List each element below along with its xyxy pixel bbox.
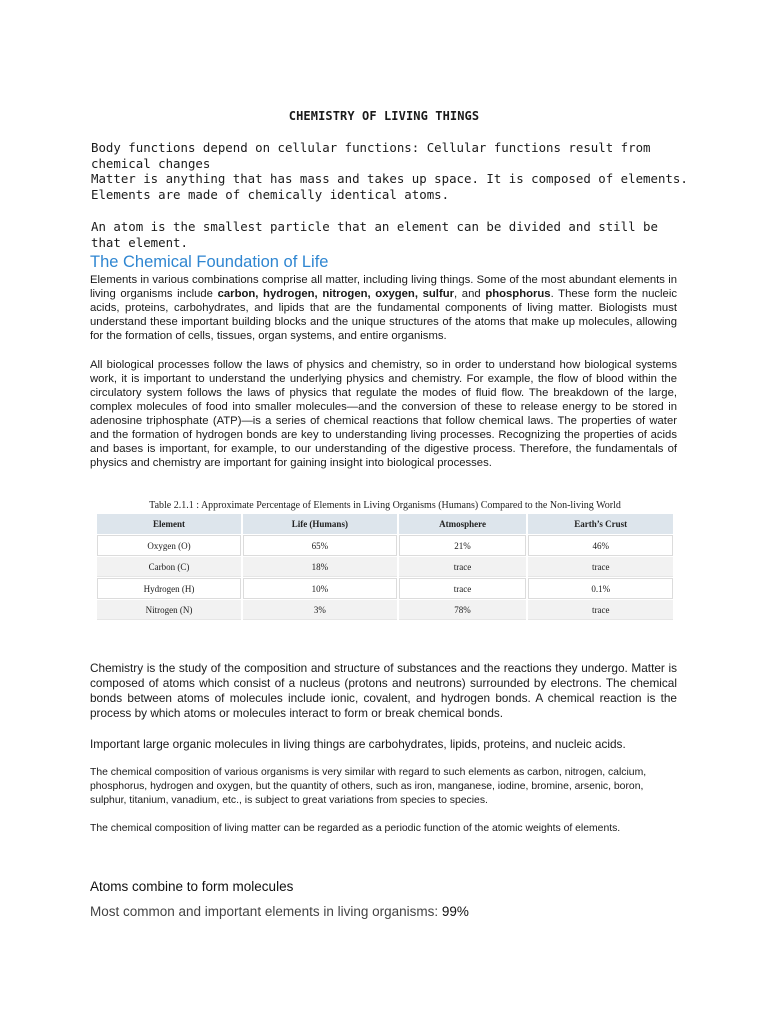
table-row [97, 535, 673, 556]
atmosphere-cell: 21% [399, 535, 527, 556]
atmosphere-cell: trace [399, 557, 527, 577]
header-life: Life (Humans) [243, 514, 397, 534]
life-cell: 3% [243, 600, 397, 620]
crust-cell: 46% [528, 535, 673, 556]
common-elements-value: 99% [441, 904, 469, 919]
crust-cell: 0.1% [528, 578, 673, 599]
crust-cell: trace [528, 600, 673, 620]
atmosphere-cell: 78% [399, 600, 527, 620]
table-header-row [97, 514, 673, 534]
header-atmosphere: Atmosphere [399, 514, 527, 534]
atoms-heading: Atoms combine to form molecules [90, 879, 294, 894]
common-elements-line [90, 904, 469, 919]
periodic-paragraph: The chemical composition of living matter can be regarded as a periodic function of the atomic weights of elements. [90, 823, 621, 834]
elements-table [95, 513, 675, 621]
table-row [97, 578, 673, 599]
chemistry-paragraph: Chemistry is the study of the composition and structure of substances and the reactions they undergo. Matter is composed of atoms which consist of a nucleus (protons and neutrons) surrounded by electrons. The chemical bonds between atoms of molecules include ionic, covalent, and hydrogen bonds. A chemical reaction is the process by which atoms or molecules interact to form or break chemical bonds. [90, 661, 677, 720]
atmosphere-cell: trace [399, 578, 527, 599]
table-row [97, 557, 673, 577]
crust-cell: trace [528, 557, 673, 577]
common-elements-text: Most common and important elements in living organisms: [90, 904, 442, 919]
table-caption: Table 2.1.1 : Approximate Percentage of Elements in Living Organisms (Humans) Compared to the Non-living World [149, 500, 621, 511]
table-row [97, 600, 673, 620]
elements-paragraph [90, 273, 677, 343]
element-cell: Nitrogen (N) [97, 600, 241, 620]
document-title: CHEMISTRY OF LIVING THINGS [288, 109, 480, 123]
elements-bold-phosphorus: phosphorus [485, 288, 551, 300]
important-molecules-paragraph: Important large organic molecules in living things are carbohydrates, lipids, proteins, and nucleic acids. [90, 737, 626, 751]
life-cell: 65% [243, 535, 397, 556]
life-cell: 10% [243, 578, 397, 599]
elements-text-2: , and [454, 288, 486, 300]
element-cell: Carbon (C) [97, 557, 241, 577]
atom-paragraph: An atom is the smallest particle that an element can be divided and still be that element. [91, 219, 658, 250]
matter-paragraph: Matter is anything that has mass and takes up space. It is composed of elements. Elements are made of chemically identical atoms. [91, 171, 688, 202]
section-heading: The Chemical Foundation of Life [90, 253, 329, 271]
elements-text-1: Elements in various combinations comprise all matter, including living things. Some of the most abundant elements in living organisms include [90, 274, 677, 300]
processes-paragraph: All biological processes follow the laws of physics and chemistry, so in order to understand how biological systems work, it is important to understand the underlying physics and chemistry. For example, the flow of blood within the circulatory system follows the laws of physics that regulate the modes of fluid flow. The breakdown of the large, complex molecules of food into smaller molecules—and the conversion of these to release energy to be stored in adenosine triphosphate (ATP)—is a series of chemical reactions that follow chemical laws. The properties of water and the formation of hydrogen bonds are key to understanding living processes. Recognizing the properties of acids and bases is important, for example, to our understanding of the digestive process. Therefore, the fundamentals of physics and chemistry are important for gaining insight into biological processes. [90, 359, 677, 469]
header-crust: Earth’s Crust [528, 514, 673, 534]
elements-bold-list: carbon, hydrogen, nitrogen, oxygen, sulfur [217, 288, 455, 300]
composition-paragraph: The chemical composition of various organisms is very similar with regard to such elements as carbon, nitrogen, calcium, phosphorus, hydrogen and oxygen, but the quantity of others, such as iron, manganese, iodine, bromine, arsenic, boron, sulphur, titanium, vanadium, etc., is subject to great variations from species to species. [90, 767, 647, 806]
element-cell: Hydrogen (H) [97, 578, 241, 599]
body-functions-paragraph: Body functions depend on cellular functions: Cellular functions result from chemical changes [91, 140, 651, 171]
header-element: Element [97, 514, 241, 534]
life-cell: 18% [243, 557, 397, 577]
element-cell: Oxygen (O) [97, 535, 241, 556]
elements-text-3: . These form the nucleic acids, proteins, carbohydrates, and lipids that are the fundamental components of living matter. Biologists must understand these important building blocks and the unique structures of the atoms that make up molecules, allowing for the formation of cells, tissues, organ systems, and entire organisms. [90, 288, 677, 342]
